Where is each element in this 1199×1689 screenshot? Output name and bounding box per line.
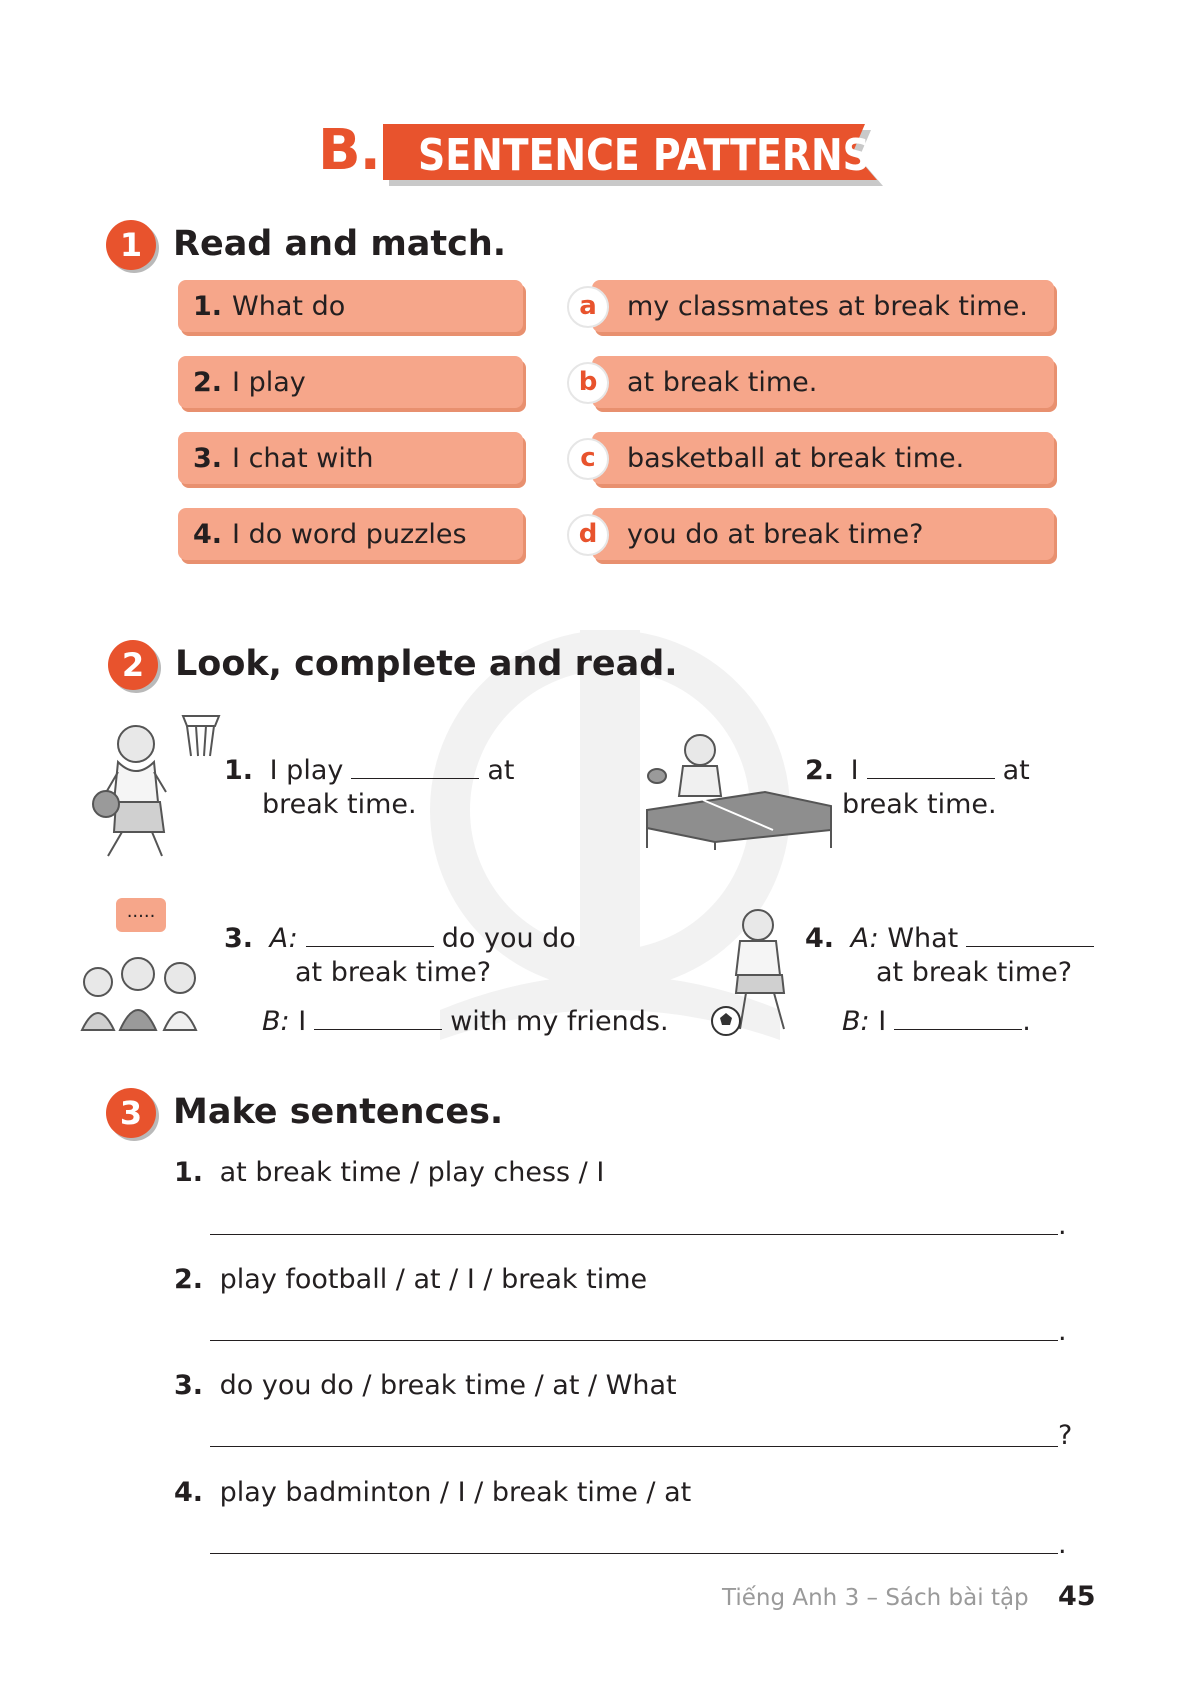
q1-part2: at: [487, 755, 515, 786]
item-number: 2.: [193, 367, 223, 398]
q3-a-line2: at break time?: [295, 957, 492, 988]
exercise-2-title: Look, complete and read.: [175, 644, 678, 684]
q2-number: 2.: [805, 755, 835, 786]
item-text: at break time.: [627, 367, 818, 398]
q4-number: 4.: [805, 923, 835, 954]
boy-table-tennis-illustration: [645, 730, 835, 850]
q2-line1: [805, 754, 1030, 786]
item-text: What do: [232, 291, 346, 322]
q4-a-line2: at break time?: [876, 957, 1073, 988]
q4-line1: [805, 922, 1102, 954]
sentence-2-prompt: [174, 1264, 647, 1295]
sentence-1-text: at break time / play chess / I: [219, 1157, 605, 1188]
match-letter-c: c: [567, 438, 609, 480]
sentence-4-end: .: [1058, 1529, 1067, 1560]
boy-basketball-illustration: [88, 712, 233, 864]
item-text: basketball at break time.: [627, 443, 965, 474]
match-left-3[interactable]: [178, 432, 523, 484]
q1-line1: [224, 754, 515, 786]
sentence-4-number: 4.: [174, 1477, 204, 1508]
section-letter: B.: [318, 118, 380, 183]
item-number: 4.: [193, 519, 223, 550]
answer-line-3[interactable]: [210, 1446, 1058, 1447]
q3-b-line: [262, 1005, 669, 1037]
sentence-3-number: 3.: [174, 1370, 204, 1401]
exercise-1-title: Read and match.: [173, 224, 507, 264]
sentence-4-prompt: [174, 1477, 691, 1508]
item-text: I play: [232, 367, 306, 398]
match-letter-a: a: [567, 286, 609, 328]
match-left-1[interactable]: [178, 280, 523, 332]
speech-bubble: .....: [116, 898, 166, 932]
kids-chatting-illustration: [76, 952, 206, 1032]
sentence-2-text: play football / at / I / break time: [219, 1264, 648, 1295]
q3-a-label: A:: [269, 923, 298, 954]
q3-b-rest: with my friends.: [450, 1006, 669, 1037]
q2-blank[interactable]: [867, 754, 995, 779]
sentence-3-text: do you do / break time / at / What: [219, 1370, 677, 1401]
sentence-2-number: 2.: [174, 1264, 204, 1295]
item-number: 3.: [193, 443, 223, 474]
exercise-3-title: Make sentences.: [173, 1092, 504, 1132]
item-text: I chat with: [232, 443, 374, 474]
q3-number: 3.: [224, 923, 254, 954]
section-title: SENTENCE PATTERNS: [418, 130, 870, 181]
q3-b-label: B:: [262, 1006, 290, 1037]
exercise-1-number: 1: [106, 220, 156, 270]
q2-part1: I: [850, 755, 859, 786]
match-right-d[interactable]: [592, 508, 1054, 560]
sentence-2-end: .: [1058, 1316, 1067, 1347]
q1-line2: break time.: [262, 789, 417, 820]
q4-a-start: What: [887, 923, 959, 954]
q3-a-blank[interactable]: [306, 922, 434, 947]
item-text: I do word puzzles: [232, 519, 467, 550]
exercise-2-number: 2: [108, 640, 158, 690]
match-left-2[interactable]: [178, 356, 523, 408]
match-right-a[interactable]: [592, 280, 1054, 332]
match-right-b[interactable]: [592, 356, 1054, 408]
item-text: you do at break time?: [627, 519, 924, 550]
q4-a-blank[interactable]: [966, 922, 1094, 947]
sentence-3-prompt: [174, 1370, 677, 1401]
footer-book-title: Tiếng Anh 3 – Sách bài tập: [722, 1585, 1029, 1611]
answer-line-2[interactable]: [210, 1340, 1058, 1341]
exercise-3-number: 3: [106, 1088, 156, 1138]
sentence-4-text: play badminton / I / break time / at: [219, 1477, 692, 1508]
answer-line-4[interactable]: [210, 1553, 1058, 1554]
q3-line1: [224, 922, 576, 954]
answer-line-1[interactable]: [210, 1234, 1058, 1235]
q4-b-blank[interactable]: [894, 1005, 1022, 1030]
q1-part1: I play: [269, 755, 344, 786]
item-number: 1.: [193, 291, 223, 322]
q3-a-rest: do you do: [441, 923, 576, 954]
sentence-1-number: 1.: [174, 1157, 204, 1188]
girl-football-illustration: [710, 905, 800, 1040]
q3-b-blank[interactable]: [314, 1005, 442, 1030]
sentence-1-prompt: [174, 1157, 604, 1188]
sentence-3-end: ?: [1058, 1420, 1073, 1451]
q4-b-label: B:: [842, 1006, 870, 1037]
page-number: 45: [1058, 1581, 1096, 1612]
sentence-1-end: .: [1058, 1210, 1067, 1241]
q3-b-start: I: [298, 1006, 307, 1037]
match-letter-d: d: [567, 514, 609, 556]
match-right-c[interactable]: [592, 432, 1054, 484]
q4-b-line: [842, 1005, 1031, 1037]
q1-blank[interactable]: [351, 754, 479, 779]
q4-a-label: A:: [850, 923, 879, 954]
q4-b-end: .: [1022, 1006, 1031, 1037]
q2-line2: break time.: [842, 789, 997, 820]
q1-number: 1.: [224, 755, 254, 786]
match-left-4[interactable]: [178, 508, 523, 560]
q4-b-start: I: [878, 1006, 887, 1037]
match-letter-b: b: [567, 362, 609, 404]
item-text: my classmates at break time.: [627, 291, 1028, 322]
q2-part2: at: [1002, 755, 1030, 786]
